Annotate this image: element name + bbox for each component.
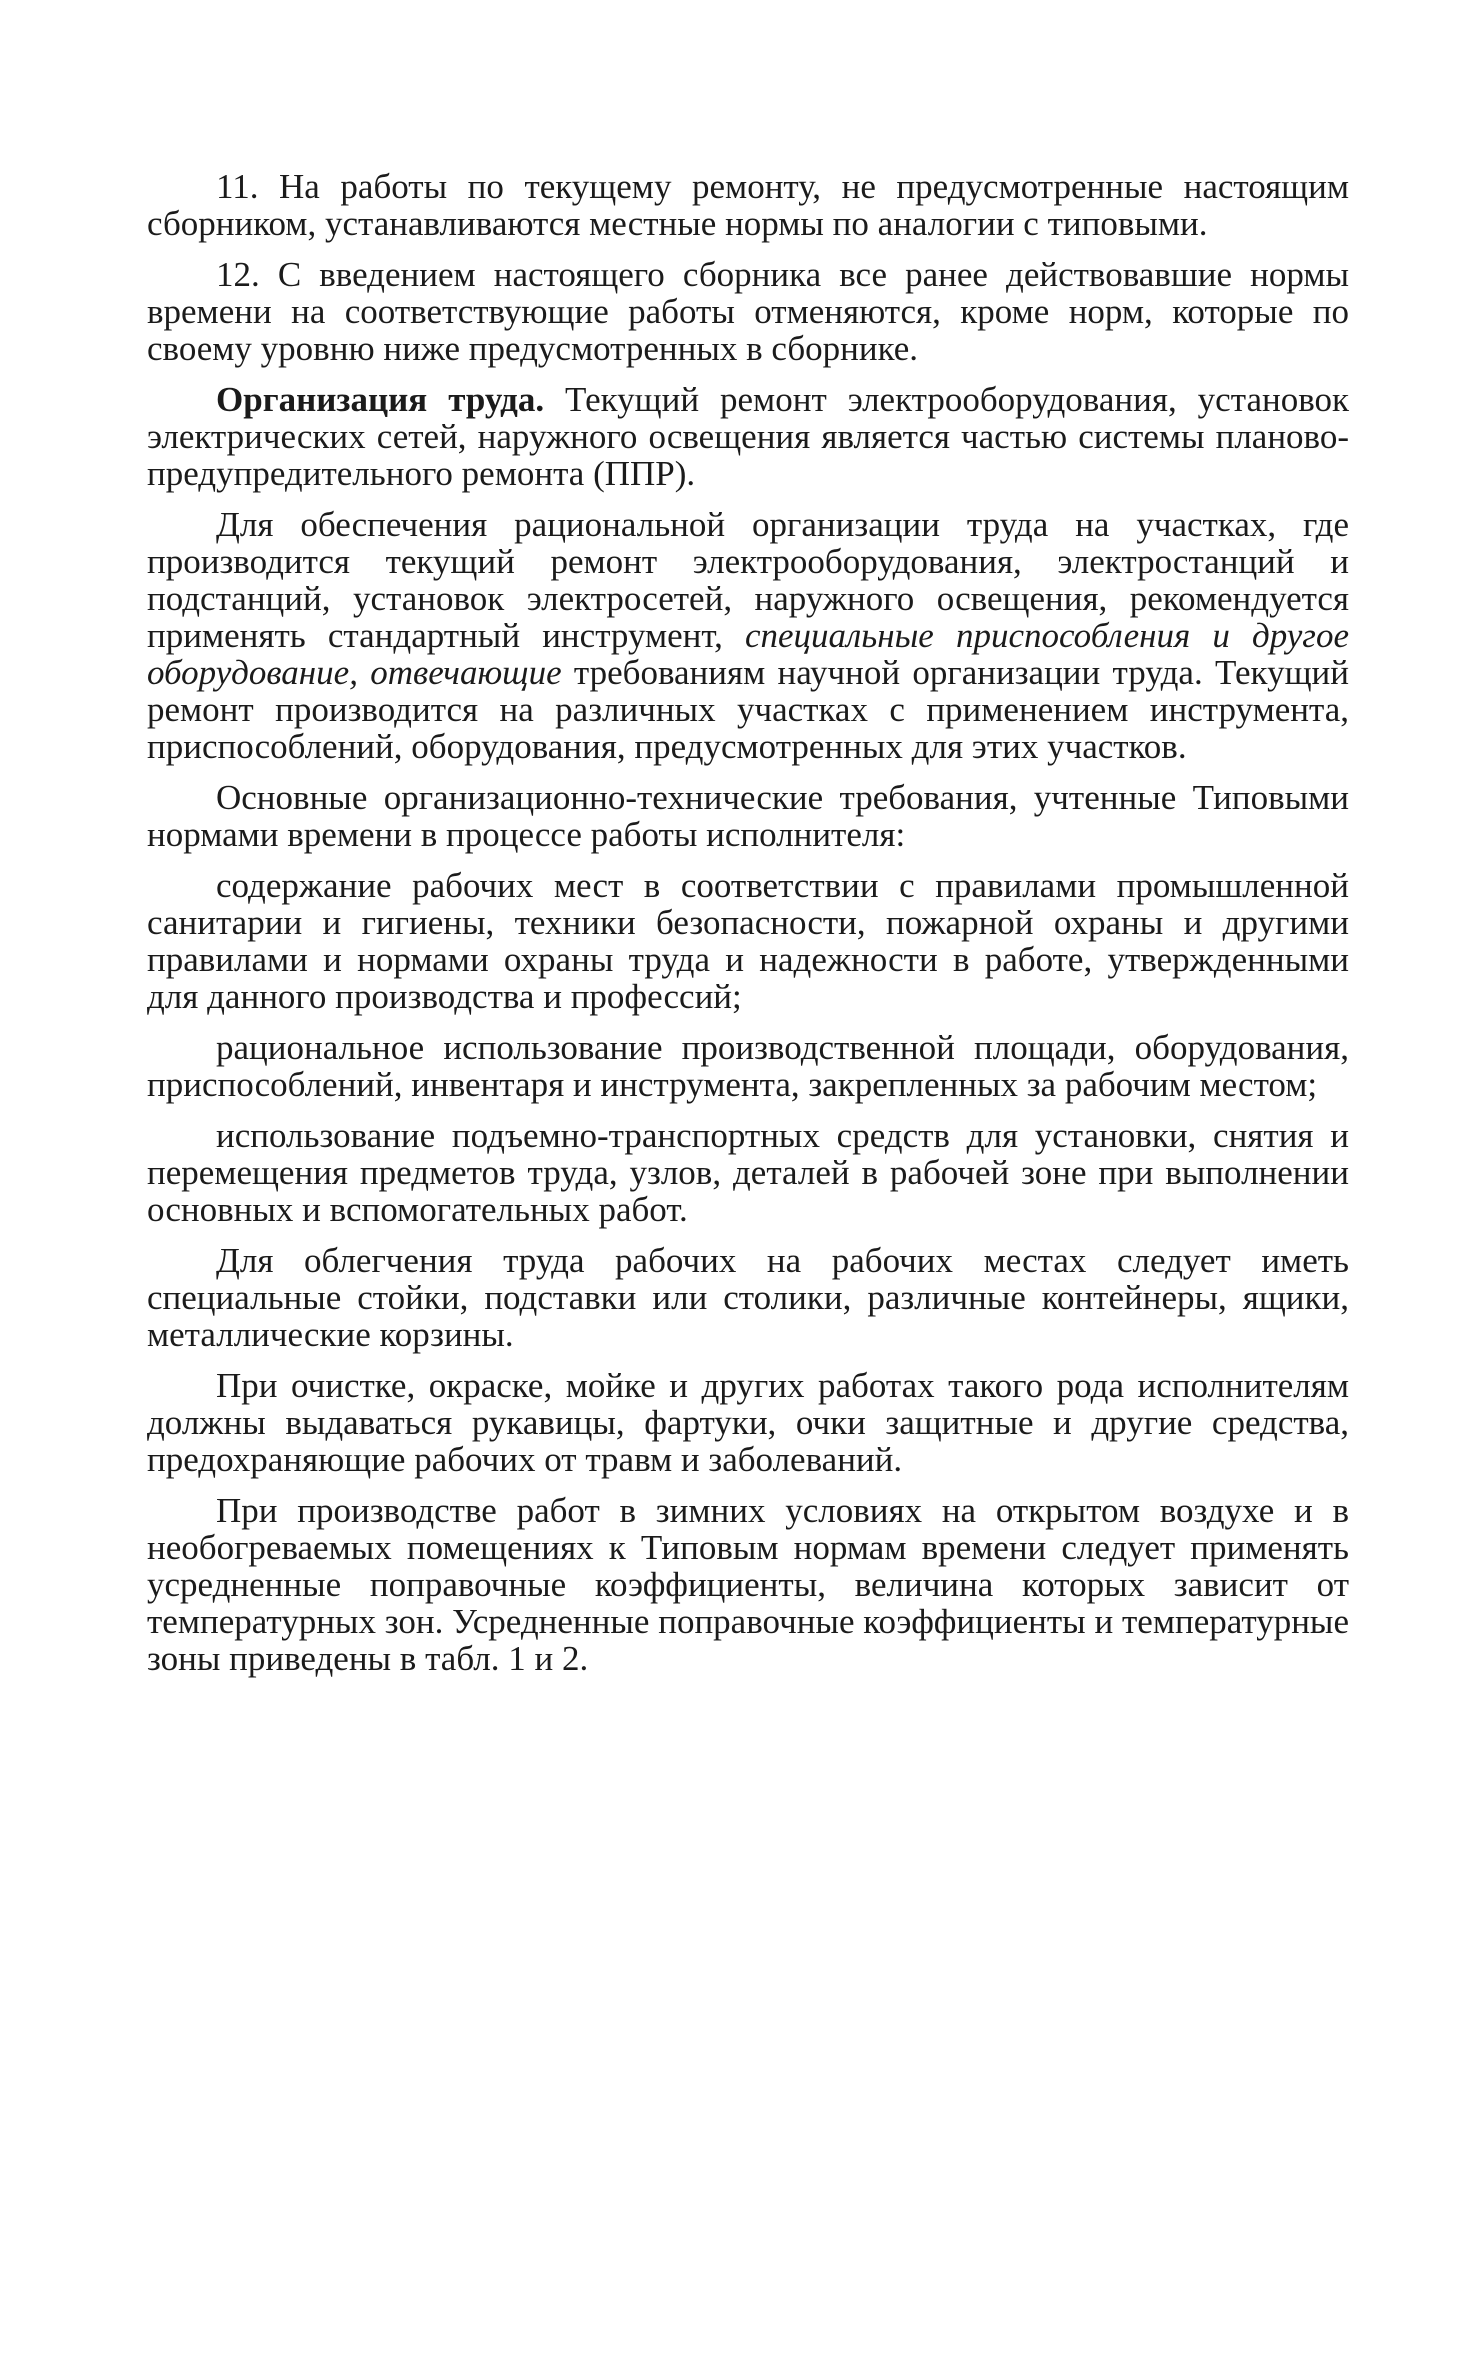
paragraph-11: 11. На работы по текущему ремонту, не предусмотренные настоящим сборником, устанавливаются местные нормы по аналогии с типовыми. bbox=[147, 167, 1349, 243]
paragraph-labor-relief: Для облегчения труда рабочих на рабочих местах следует иметь специальные стойки, подставки или столики, различные контейнеры, ящики, металлические корзины. bbox=[147, 1241, 1349, 1354]
paragraph-text: Текущий ремонт электрооборудования, установок электрических сетей, наружного освещения является частью системы планово-предупредительного ремонта (ППР). bbox=[147, 380, 1349, 493]
document-page bbox=[147, 168, 1349, 1691]
paragraph-text-part-1: Для обеспечения рациональной организации труда на участках, где производится текущий ремонт электрооборудования, электростанций и подстанций, установок электросетей, наружного освещения, рекомендуется применять стандартный инструмент, bbox=[147, 505, 1349, 655]
paragraph-lifting-transport: использование подъемно-транспортных средств для установки, снятия и перемещения предметов труда, узлов, деталей в рабочей зоне при выполнении основных и вспомогательных работ. bbox=[147, 1116, 1349, 1229]
paragraph-labor-organization bbox=[147, 381, 1349, 492]
paragraph-workplace-maintenance: содержание рабочих мест в соответствии с правилами промышленной санитарии и гигиены, техники безопасности, пожарной охраны и другими правилами и нормами охраны труда и надежности в работе, утвержденными для данного производства и профессий; bbox=[147, 866, 1349, 1016]
paragraph-rational-use: рациональное использование производственной площади, оборудования, приспособлений, инвентаря и инструмента, закрепленных за рабочим местом; bbox=[147, 1028, 1349, 1104]
paragraph-protective-gear: При очистке, окраске, мойке и других работах такого рода исполнителям должны выдаваться рукавицы, фартуки, очки защитные и другие средства, предохраняющие рабочих от травм и заболеваний. bbox=[147, 1366, 1349, 1479]
paragraph-requirements-intro: Основные организационно-технические требования, учтенные Типовыми нормами времени в процессе работы исполнителя: bbox=[147, 778, 1349, 854]
paragraph-winter-conditions: При производстве работ в зимних условиях на открытом воздухе и в необогреваемых помещениях к Типовым нормам времени следует применять усредненные поправочные коэффициенты, величина которых зависит от температурных зон. Усредненные поправочные коэффициенты и температурные зоны приведены в табл. 1 и 2. bbox=[147, 1491, 1349, 1678]
paragraph-text-part-2: требованиям научной организации труда. Текущий ремонт производится на различных участках с применением инструмента, приспособлений, оборудования, предусмотренных для этих участков. bbox=[147, 653, 1349, 766]
paragraph-12: 12. С введением настоящего сборника все ранее действовавшие нормы времени на соответствующие работы отменяются, кроме норм, которые по своему уровню ниже предусмотренных в сборнике. bbox=[147, 255, 1349, 368]
section-heading: Организация труда. bbox=[216, 380, 545, 419]
paragraph-rational-organization bbox=[147, 506, 1349, 765]
paragraph-text-italic: специальные приспособления и другое оборудование, отвечающие bbox=[147, 616, 1349, 692]
